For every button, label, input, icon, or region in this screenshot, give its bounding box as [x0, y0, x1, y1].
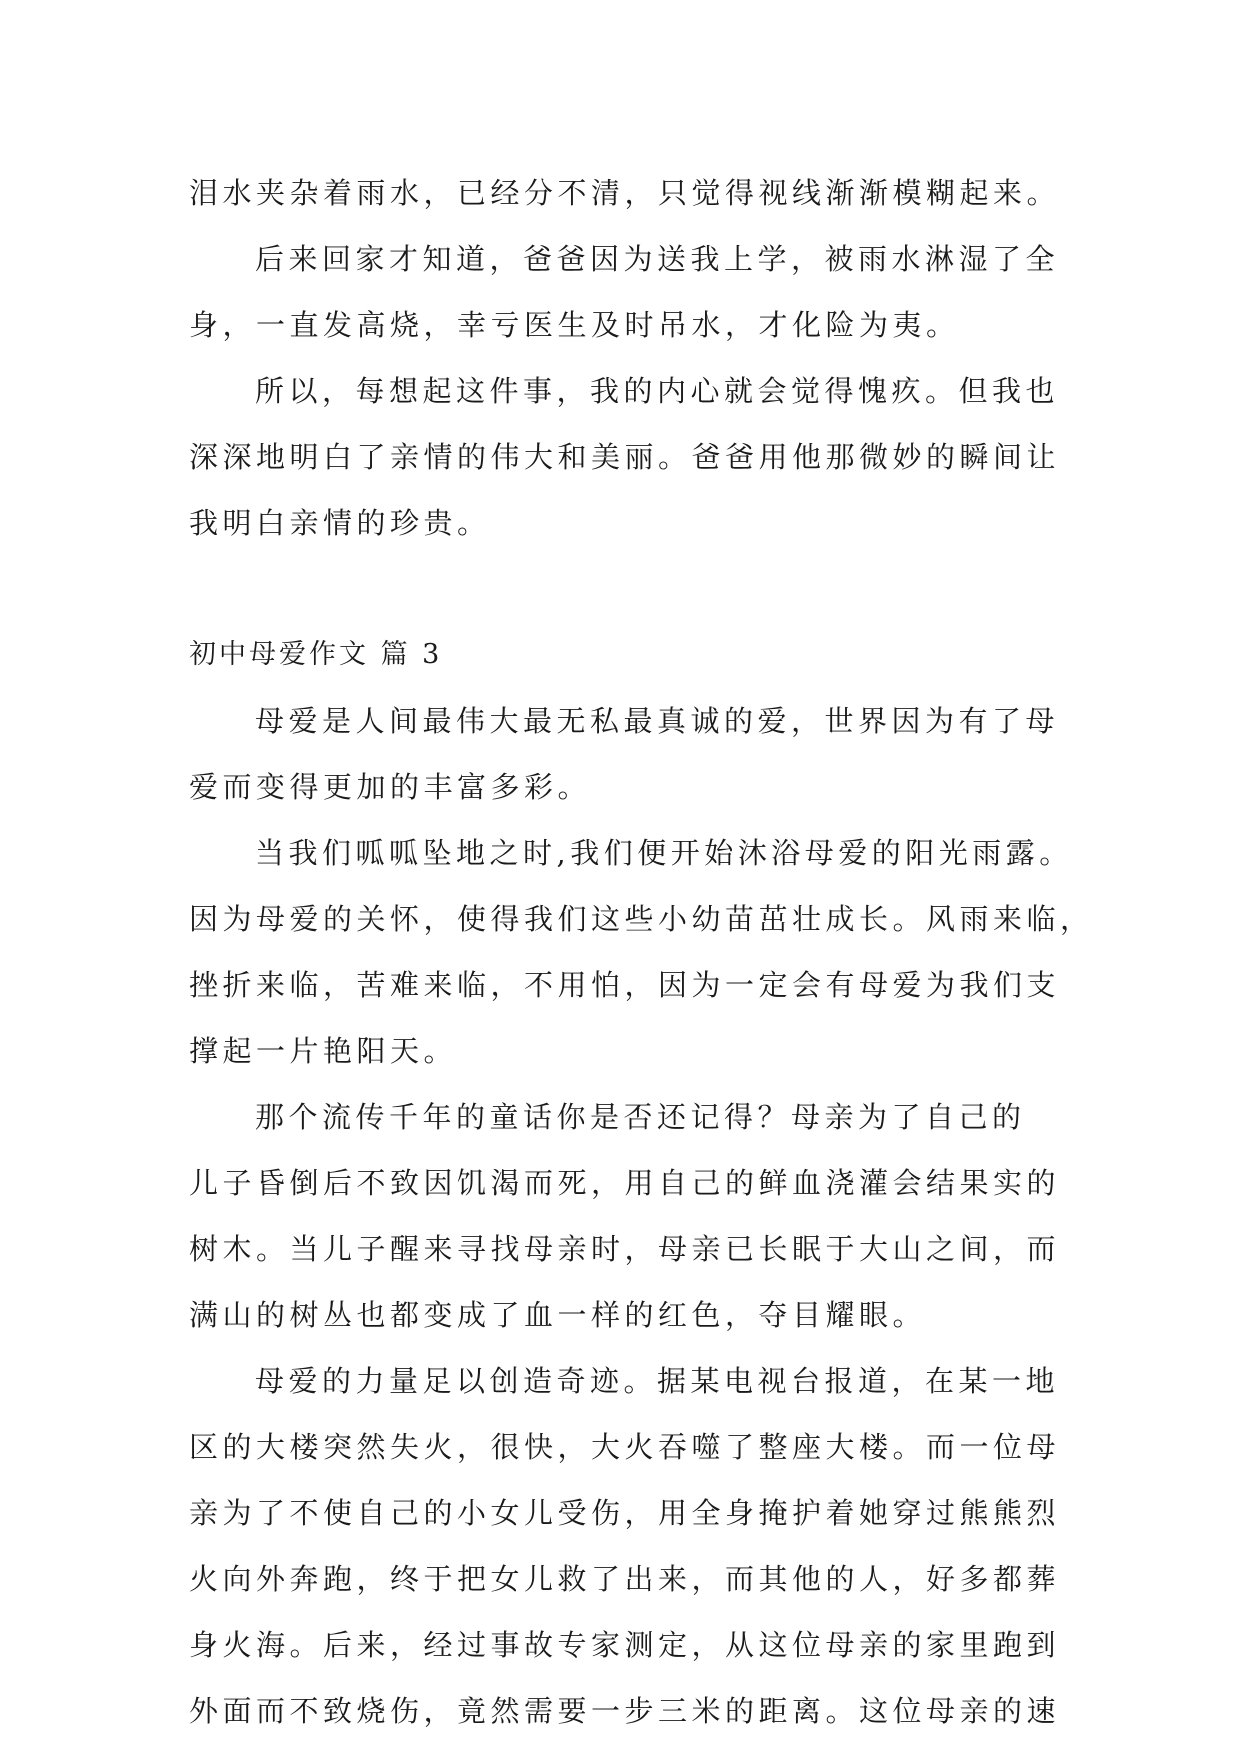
section-heading: 初中母爱作文 篇 3 [189, 639, 443, 670]
document-body [189, 160, 1094, 1744]
text-line: 深深地明白了亲情的伟大和美丽。爸爸用他那微妙的瞬间让 [189, 440, 1061, 474]
text-line: 火向外奔跑，终于把女儿救了出来，而其他的人，好多都葬 [189, 1562, 1061, 1596]
text-line: 身火海。后来，经过事故专家测定，从这位母亲的家里跑到 [189, 1628, 1061, 1662]
text-line: 区的大楼突然失火，很快，大火吞噬了整座大楼。而一位母 [189, 1430, 1061, 1464]
text-line: 树木。当儿子醒来寻找母亲时，母亲已长眠于大山之间，而 [189, 1232, 1061, 1266]
text-line: 当我们呱呱坠地之时,我们便开始沐浴母爱的阳光雨露。 [255, 836, 1073, 870]
text-line: 泪水夹杂着雨水，已经分不清，只觉得视线渐渐模糊起来。 [189, 176, 1061, 210]
text-line: 儿子昏倒后不致因饥渴而死，用自己的鲜血浇灌会结果实的 [189, 1166, 1061, 1200]
text-line: 母爱的力量足以创造奇迹。据某电视台报道，在某一地 [255, 1364, 1060, 1398]
text-line: 满山的树丛也都变成了血一样的红色，夺目耀眼。 [189, 1298, 927, 1332]
section-gap [189, 556, 1054, 622]
text-line: 因为母爱的关怀，使得我们这些小幼苗茁壮成长。风雨来临， [189, 902, 1094, 936]
text-line: 后来回家才知道，爸爸因为送我上学，被雨水淋湿了全 [255, 242, 1060, 276]
text-line: 母爱是人间最伟大最无私最真诚的爱，世界因为有了母 [255, 704, 1060, 738]
text-line: 外面而不致烧伤，竟然需要一步三米的距离。这位母亲的速 [189, 1694, 1061, 1728]
text-line: 所以，每想起这件事，我的内心就会觉得愧疚。但我也 [255, 374, 1060, 408]
text-line: 爱而变得更加的丰富多彩。 [189, 770, 592, 804]
text-line: 身，一直发高烧，幸亏医生及时吊水，才化险为夷。 [189, 308, 960, 342]
text-line: 我明白亲情的珍贵。 [189, 506, 491, 540]
text-line: 亲为了不使自己的小女儿受伤，用全身掩护着她穿过熊熊烈 [189, 1496, 1061, 1530]
text-line: 那个流传千年的童话你是否还记得？母亲为了自己的 [255, 1100, 1026, 1134]
text-line: 撑起一片艳阳天。 [189, 1034, 458, 1068]
text-line: 挫折来临，苦难来临，不用怕，因为一定会有母爱为我们支 [189, 968, 1061, 1002]
